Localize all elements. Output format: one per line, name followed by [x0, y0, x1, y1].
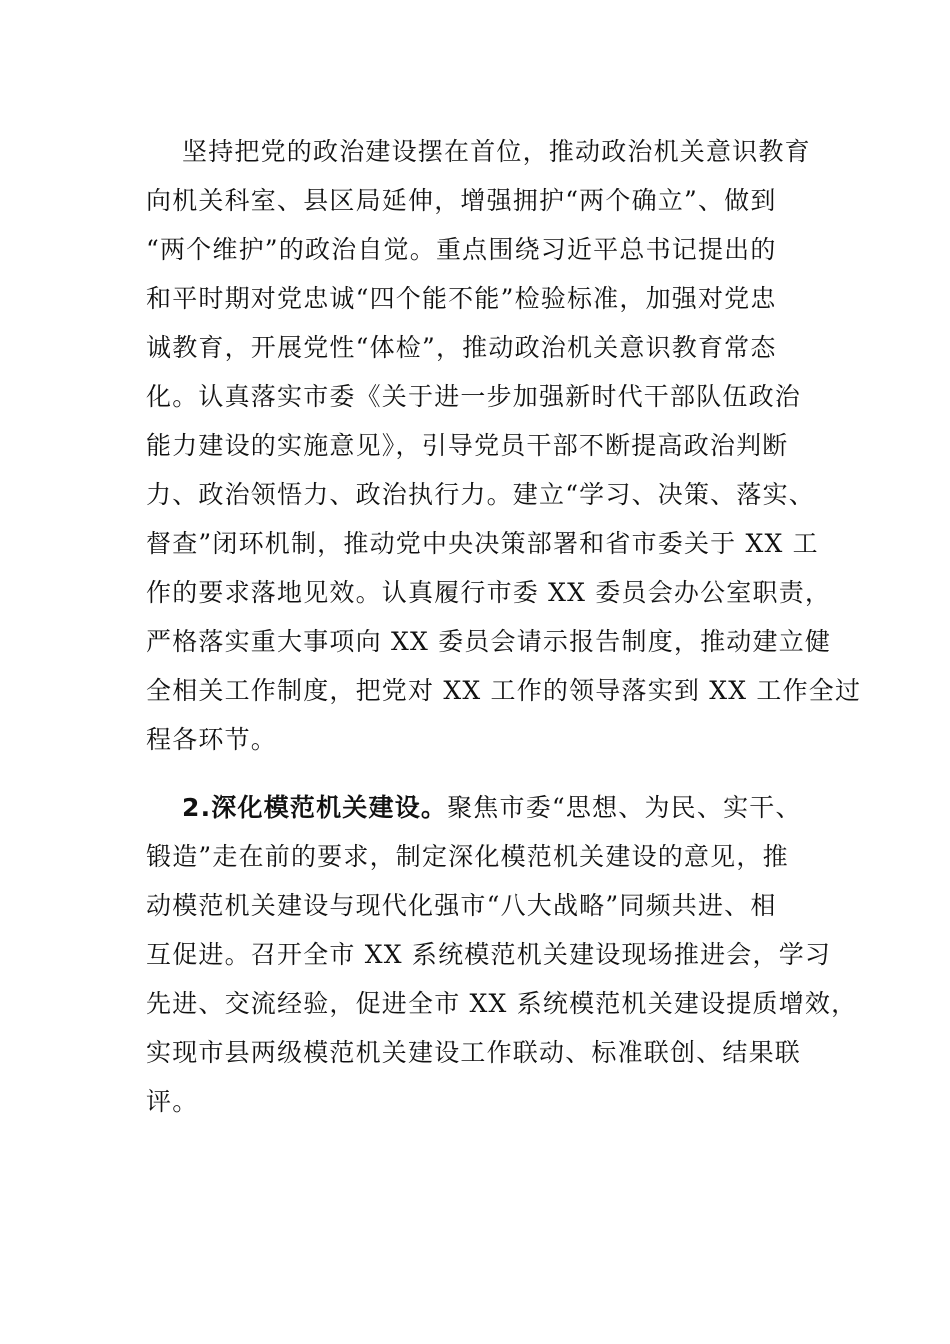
paragraph-line: “两个维护”的政治自觉。重点围绕习近平总书记提出的 [146, 235, 777, 264]
paragraph-line: 评。 [146, 1087, 199, 1116]
paragraph-line: 互促进。召开全市 XX 系统模范机关建设现场推进会，学习 [146, 940, 832, 969]
paragraph-line: 力、政治领悟力、政治执行力。建立“学习、决策、落实、 [146, 480, 815, 509]
paragraph-line: 坚持把党的政治建设摆在首位，推动政治机关意识教育 [182, 137, 811, 166]
section-heading: 2.深化模范机关建设。 [182, 793, 448, 822]
paragraph-line: 能力建设的实施意见》，引导党员干部不断提高政治判断 [146, 431, 789, 460]
paragraph-first-line [182, 791, 802, 825]
paragraph-line: 督查”闭环机制，推动党中央决策部署和省市委关于 XX 工 [146, 529, 819, 558]
paragraph-line: 锻造”走在前的要求，制定深化模范机关建设的意见，推 [146, 842, 789, 871]
paragraph-line: 动模范机关建设与现代化强市“八大战略”同频共进、相 [146, 891, 777, 920]
paragraph-line: 严格落实重大事项向 XX 委员会请示报告制度，推动建立健 [146, 627, 832, 656]
paragraph-line: 和平时期对党忠诚“四个能不能”检验标准，加强对党忠 [146, 284, 777, 313]
paragraph-line: 实现市县两级模范机关建设工作联动、标准联创、结果联 [146, 1038, 802, 1067]
paragraph-line: 先进、交流经验，促进全市 XX 系统模范机关建设提质增效， [146, 989, 858, 1018]
paragraph-line: 诚教育，开展党性“体检”，推动政治机关意识教育常态 [146, 333, 777, 362]
paragraph-line: 全相关工作制度，把党对 XX 工作的领导落实到 XX 工作全过 [146, 676, 862, 705]
paragraph-line: 作的要求落地见效。认真履行市委 XX 委员会办公室职责， [146, 578, 832, 607]
paragraph-line-rest: 聚焦市委“思想、为民、实干、 [447, 793, 802, 822]
paragraph-line: 向机关科室、县区局延伸，增强拥护“两个确立”、做到 [146, 186, 777, 215]
paragraph-line: 程各环节。 [146, 725, 278, 754]
paragraph-line: 化。认真落实市委《关于进一步加强新时代干部队伍政治 [146, 382, 802, 411]
